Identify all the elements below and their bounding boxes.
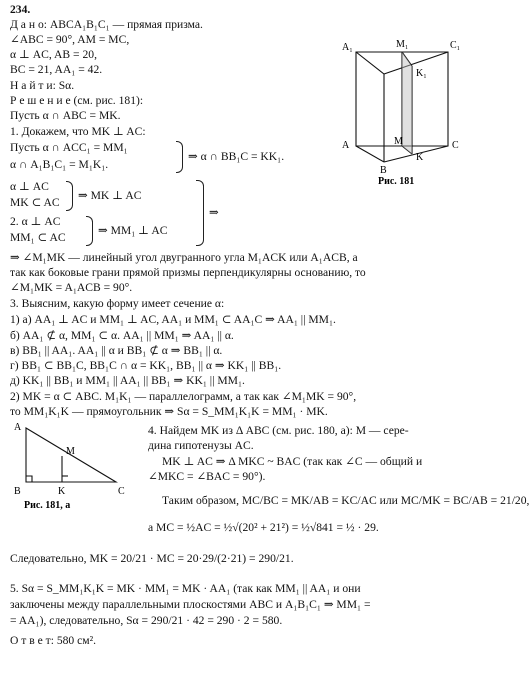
solution-step-3-title: 3. Выясним, какую форму имеет сечение α: [10, 297, 225, 310]
figure-181-prism [338, 36, 470, 186]
system-3-result: ⇒ MM₁ ⊥ AC [98, 224, 168, 237]
solution-step-intro: Пусть α ∩ ABC = MK. [10, 109, 121, 122]
solution-line-18: дина гипотенузы AC. [148, 439, 254, 452]
label-b: B [380, 165, 387, 176]
solution-line-22: a MC = ½AC = ½√(20² + 21²) = ½√841 = ½ · 29. [148, 521, 379, 534]
right-angle-b [26, 476, 32, 482]
solution-line-20: ∠MKC = ∠BAC = 90°). [148, 470, 266, 483]
label-k1: K₁ [416, 68, 427, 79]
given-line-3: α ⊥ AC, AB = 20, [10, 48, 97, 61]
solution-line-16: то MM₁K₁K — прямоугольник ⇒ Sα = S_MM₁K₁K = MM₁ · MK. [10, 405, 328, 418]
figure-181-caption: Рис. 181 [378, 176, 415, 187]
figure-181a-triangle [8, 420, 138, 512]
solution-line-17: 4. Найдем MK из Δ ABC (см. рис. 180, а): M — сере- [148, 424, 409, 437]
solution-line-15: 2) MK = α ⊂ ABC. M₁K₁ — параллелограмм, а так как ∠M₁MK = 90°, [10, 390, 357, 403]
given-line-1: Д а н о: ABCA₁B₁C₁ — прямая призма. [10, 18, 203, 31]
system-2-line-2: MK ⊂ AC [10, 196, 60, 209]
solution-line-13: г) BB₁ ⊂ BB₁C, BB₁C ∩ α = KK₁, BB₁ || α ⇒ KK₁ || BB₁. [10, 359, 282, 372]
solution-line-26: = AA₁), следовательно, Sα = 290/21 · 42 = 290 · 2 = 580. [10, 614, 283, 627]
solution-line-12: в) BB₁ || AA₁. AA₁ || α и BB₁ ⊄ α ⇒ BB₁ || α. [10, 344, 223, 357]
label-c: C [118, 486, 125, 497]
label-a: A [342, 140, 350, 151]
find-line: Н а й т и: Sα. [10, 79, 75, 92]
problem-number: 234. [10, 3, 31, 16]
system-2-result: ⇒ MK ⊥ AC [78, 189, 142, 202]
solution-line-8: ∠M₁MK = A₁ACB = 90°. [10, 281, 133, 294]
solution-line-11: б) AA₁ ⊄ α, MM₁ ⊂ α. AA₁ || MM₁ ⇒ AA₁ || α. [10, 329, 234, 342]
given-line-2: ∠ABC = 90°, AM = MC, [10, 33, 130, 46]
solution-line-7: так как боковые грани прямой призмы перпендикулярны основанию, то [10, 266, 366, 279]
label-c1: C₁ [450, 40, 461, 51]
outer-brace-arrow: ⇒ [209, 206, 219, 219]
edge-a1-b1 [356, 52, 384, 74]
label-m1: M₁ [396, 39, 409, 50]
label-k: K [416, 152, 424, 163]
system-1-line-2: α ∩ A₁B₁C₁ = M₁K₁. [10, 158, 109, 171]
system-3-brace [86, 216, 93, 246]
solution-line-23: Следовательно, MK = 20/21 · MC = 20·29/(2·21) = 290/21. [10, 552, 294, 565]
solution-step-1-title: 1. Докажем, что MK ⊥ AC: [10, 125, 146, 138]
solution-line-14: д) KK₁ || BB₁ и MM₁ || AA₁ || BB₁ ⇒ KK₁ || MM₁. [10, 374, 245, 387]
solution-line-21: Таким образом, MC/BC = MK/AB = KC/AC или MC/MK = BC/AB = 21/20, [162, 494, 529, 507]
solution-line-24: 5. Sα = S_MM₁K₁K = MK · MM₁ = MK · AA₁ (так как MM₁ || AA₁ и они [10, 582, 361, 595]
answer-line: О т в е т: 580 см². [10, 634, 96, 647]
solution-line-19: MK ⊥ AC ⇒ Δ MKC ~ BAC (так как ∠C — общий и [162, 455, 423, 468]
label-m: M [66, 446, 75, 457]
figure-181a-caption: Рис. 181, а [24, 500, 71, 511]
system-3-line-1: 2. α ⊥ AC [10, 215, 61, 228]
given-line-4: BC = 21, AA₁ = 42. [10, 63, 103, 76]
label-a1: A₁ [342, 42, 353, 53]
solution-line-25: заключены между параллельными плоскостями ABC и A₁B₁C₁ ⇒ MM₁ = [10, 598, 371, 611]
label-c: C [452, 140, 459, 151]
system-1-brace [176, 141, 183, 173]
label-m: M [394, 136, 403, 147]
edge-a-b [356, 146, 384, 162]
solution-heading: Р е ш е н и е (см. рис. 181): [10, 94, 144, 107]
system-2-line-1: α ⊥ AC [10, 180, 49, 193]
section-plane [402, 52, 412, 154]
outer-brace [196, 180, 204, 246]
label-k: K [58, 486, 66, 497]
system-1-line-1: Пусть α ∩ ACC₁ = MM₁ [10, 141, 128, 154]
label-a: A [14, 422, 22, 433]
solution-line-10: 1) а) AA₁ ⊥ AC и MM₁ ⊥ AC, AA₁ и MM₁ ⊂ AA₁C ⇒ AA₁ || MM₁. [10, 313, 336, 326]
solution-line-6: ⇒ ∠M₁MK — линейный угол двугранного угла M₁ACK или A₁ACB, а [10, 251, 358, 264]
system-1-result: ⇒ α ∩ BB₁C = KK₁. [188, 150, 285, 163]
label-b: B [14, 486, 21, 497]
system-3-line-2: MM₁ ⊂ AC [10, 231, 66, 244]
system-2-brace [66, 181, 73, 211]
